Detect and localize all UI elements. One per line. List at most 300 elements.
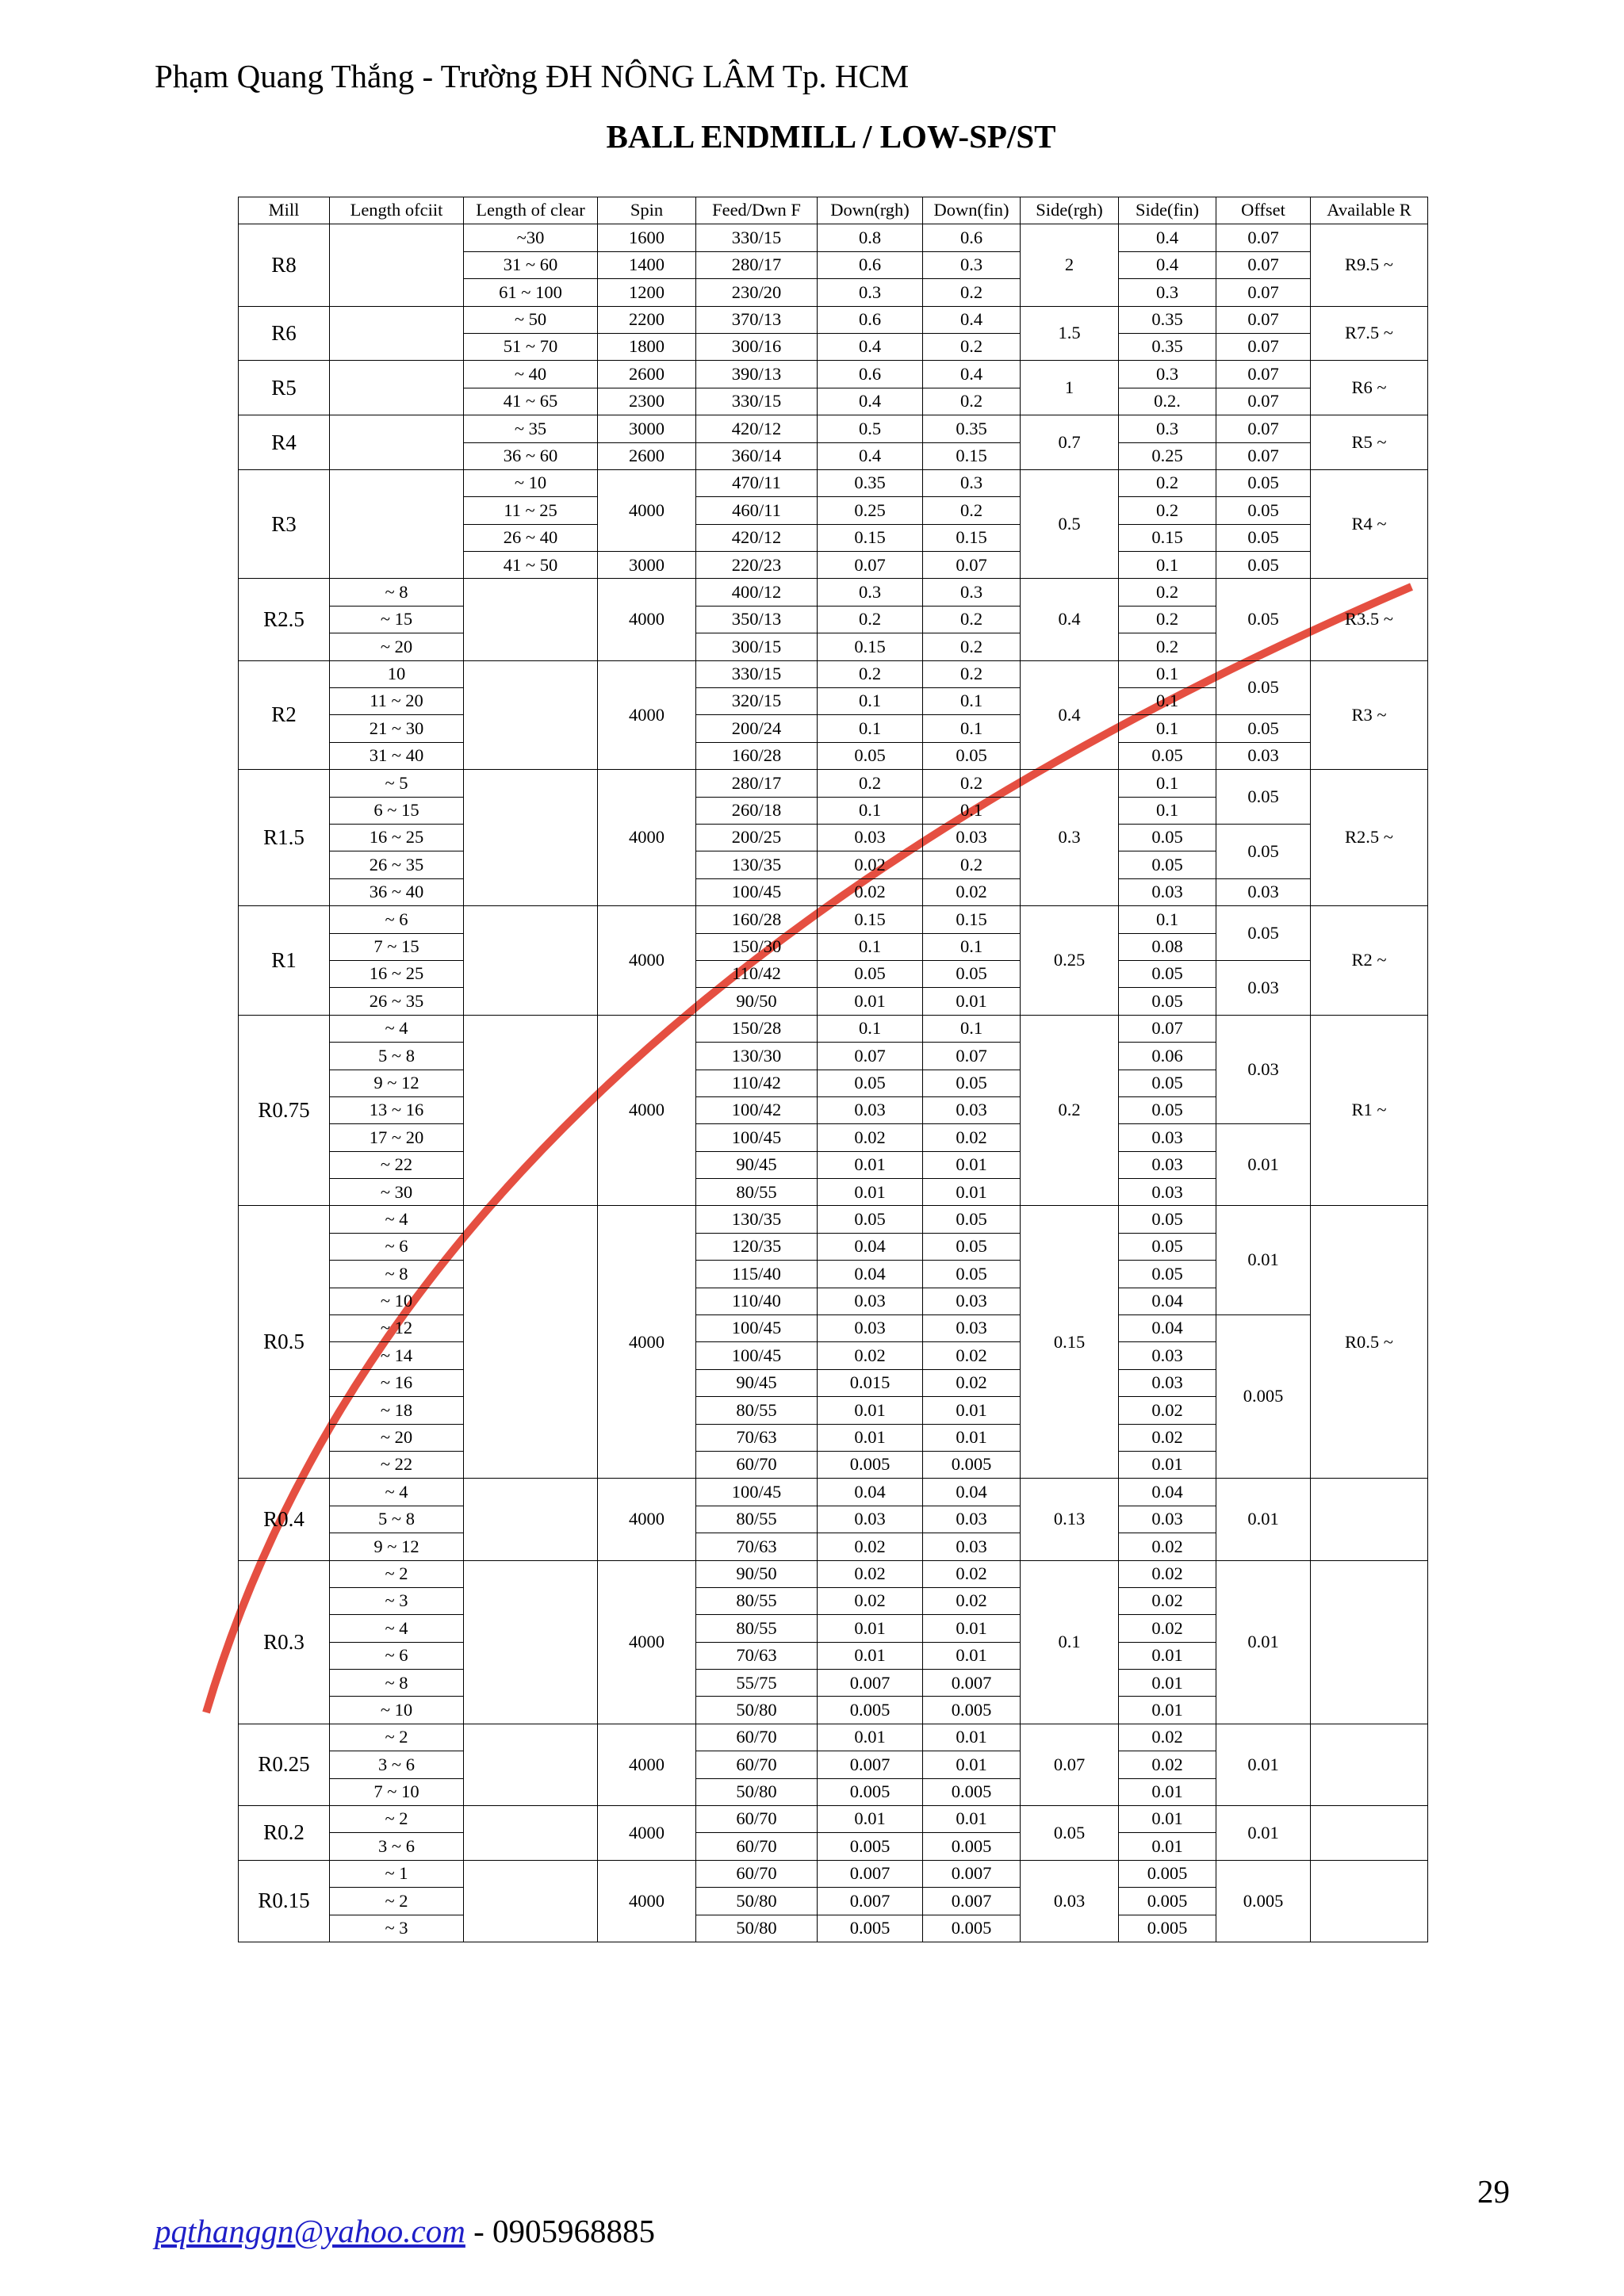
table-cell: 300/16 (696, 333, 818, 360)
table-cell: 0.005 (818, 1697, 923, 1724)
column-header: Down(rgh) (818, 197, 923, 224)
mill-cell: R0.25 (239, 1724, 330, 1805)
table-cell: 0.15 (818, 633, 923, 660)
table-cell: 0.03 (923, 1506, 1021, 1533)
table-cell: 3000 (598, 415, 696, 442)
table-row (239, 1479, 1428, 1506)
table-cell: 26 ~ 40 (464, 524, 598, 551)
table-cell (464, 1860, 598, 1942)
table-cell: 0.02 (818, 851, 923, 878)
table-cell: 115/40 (696, 1261, 818, 1288)
table-cell: 0.01 (818, 1806, 923, 1833)
footer-email-link[interactable]: pqthanggn@yahoo.com (155, 2213, 465, 2249)
table-cell: 0.04 (1119, 1315, 1216, 1342)
table-cell: 0.02 (923, 878, 1021, 905)
table-cell: R6 ~ (1311, 361, 1428, 415)
table-cell: ~ 20 (330, 1424, 464, 1451)
table-cell: ~ 6 (330, 1233, 464, 1260)
table-cell: 80/55 (696, 1506, 818, 1533)
table-cell: 0.005 (1216, 1860, 1311, 1942)
table-cell: 5 ~ 8 (330, 1043, 464, 1070)
table-cell (464, 906, 598, 1016)
table-cell: 220/23 (696, 552, 818, 579)
table-cell: 100/45 (696, 1124, 818, 1151)
mill-cell: R0.75 (239, 1015, 330, 1206)
table-cell: 0.3 (818, 579, 923, 606)
table-cell: 0.5 (1021, 469, 1119, 579)
table-cell: 0.1 (1119, 797, 1216, 824)
table-cell: 0.07 (1216, 333, 1311, 360)
table-cell: 0.02 (1119, 1424, 1216, 1451)
table-cell: 5 ~ 8 (330, 1506, 464, 1533)
table-cell: 0.05 (1216, 715, 1311, 742)
mill-cell: R3 (239, 469, 330, 579)
table-cell: ~ 10 (464, 469, 598, 496)
table-cell: 0.01 (1216, 1206, 1311, 1315)
table-cell: 2 (1021, 224, 1119, 306)
table-cell (464, 1560, 598, 1724)
table-cell: 100/45 (696, 1315, 818, 1342)
table-cell: 0.005 (923, 1697, 1021, 1724)
table-cell: 11 ~ 20 (330, 688, 464, 715)
table-cell: 420/12 (696, 415, 818, 442)
table-cell: 10 (330, 660, 464, 687)
table-cell: ~ 5 (330, 770, 464, 797)
table-cell: 0.1 (923, 797, 1021, 824)
table-cell: 80/55 (696, 1587, 818, 1614)
column-header: Length ofciit (330, 197, 464, 224)
table-cell (464, 1479, 598, 1560)
table-cell: 0.03 (923, 1096, 1021, 1123)
table-cell: 60/70 (696, 1451, 818, 1478)
table-cell: 0.25 (1021, 906, 1119, 1016)
table-cell: 150/30 (696, 933, 818, 960)
table-row (239, 660, 1428, 687)
mill-cell: R5 (239, 361, 330, 415)
table-cell: 0.01 (1119, 1642, 1216, 1669)
table-cell: 4000 (598, 660, 696, 770)
table-cell: R3.5 ~ (1311, 579, 1428, 660)
table-cell: 0.01 (923, 1179, 1021, 1206)
table-cell: 50/80 (696, 1915, 818, 1942)
table-cell: 0.2 (1119, 606, 1216, 633)
table-cell: 3000 (598, 552, 696, 579)
table-cell: 0.005 (1216, 1315, 1311, 1479)
table-cell: ~ 8 (330, 1670, 464, 1697)
table-cell: ~ 22 (330, 1451, 464, 1478)
table-cell: 0.05 (1119, 1096, 1216, 1123)
table-cell: 36 ~ 60 (464, 442, 598, 469)
table-cell: 120/35 (696, 1233, 818, 1260)
table-cell: 0.4 (1119, 224, 1216, 251)
table-cell: 0.15 (923, 442, 1021, 469)
table-cell: 130/35 (696, 1206, 818, 1233)
table-cell: 0.05 (1119, 851, 1216, 878)
table-cell: 460/11 (696, 497, 818, 524)
table-cell: 60/70 (696, 1751, 818, 1778)
table-cell: 0.005 (923, 1833, 1021, 1860)
table-cell: 0.02 (818, 1587, 923, 1614)
table-cell: 0.2 (923, 388, 1021, 415)
table-cell: 0.05 (1216, 469, 1311, 496)
mill-cell: R8 (239, 224, 330, 306)
table-cell: 0.01 (818, 1724, 923, 1751)
table-cell: 0.005 (923, 1915, 1021, 1942)
column-header: Length of clear (464, 197, 598, 224)
table-cell (464, 1806, 598, 1861)
table-cell: 0.03 (1216, 742, 1311, 769)
mill-cell: R1 (239, 906, 330, 1016)
table-cell: 0.07 (923, 1043, 1021, 1070)
table-cell (1311, 1860, 1428, 1942)
table-cell: 0.02 (923, 1342, 1021, 1369)
table-cell: 0.2 (923, 333, 1021, 360)
table-cell: 0.1 (1021, 1560, 1119, 1724)
table-cell: 0.1 (818, 797, 923, 824)
table-cell: 0.15 (1119, 524, 1216, 551)
table-cell: 21 ~ 30 (330, 715, 464, 742)
table-cell: 4000 (598, 1724, 696, 1805)
table-cell: 0.1 (818, 933, 923, 960)
table-cell: 7 ~ 10 (330, 1778, 464, 1805)
table-cell: 1600 (598, 224, 696, 251)
mill-cell: R0.5 (239, 1206, 330, 1479)
table-cell: 0.2 (923, 606, 1021, 633)
table-cell: 0.01 (1216, 1806, 1311, 1861)
table-cell: ~ 30 (330, 1179, 464, 1206)
table-cell: 0.04 (818, 1233, 923, 1260)
table-cell: 130/30 (696, 1043, 818, 1070)
table-cell: R9.5 ~ (1311, 224, 1428, 306)
table-cell: 80/55 (696, 1615, 818, 1642)
table-cell: 110/40 (696, 1288, 818, 1314)
table-cell: ~ 14 (330, 1342, 464, 1369)
table-cell: 0.1 (818, 688, 923, 715)
table-cell: ~ 3 (330, 1915, 464, 1942)
column-header: Spin (598, 197, 696, 224)
table-cell: 0.2 (923, 660, 1021, 687)
table-cell: ~ 40 (464, 361, 598, 388)
table-cell: 0.007 (818, 1860, 923, 1887)
table-cell: 1400 (598, 251, 696, 278)
table-cell: 0.35 (923, 415, 1021, 442)
table-cell: R2 ~ (1311, 906, 1428, 1016)
table-cell: 0.08 (1119, 933, 1216, 960)
table-cell: 330/15 (696, 224, 818, 251)
table-cell: 0.3 (1021, 770, 1119, 906)
table-cell (330, 415, 464, 470)
table-cell: 0.35 (1119, 333, 1216, 360)
table-row (239, 1206, 1428, 1233)
table-cell: 0.01 (1119, 1697, 1216, 1724)
table-cell: 0.007 (818, 1888, 923, 1915)
table-cell: 0.01 (1119, 1670, 1216, 1697)
table-cell: 0.04 (818, 1261, 923, 1288)
table-cell: ~ 2 (330, 1560, 464, 1587)
table-cell: 0.3 (818, 279, 923, 306)
table-cell: 1 (1021, 361, 1119, 415)
mill-cell: R0.3 (239, 1560, 330, 1724)
column-header: Available R (1311, 197, 1428, 224)
table-cell: 300/15 (696, 633, 818, 660)
table-cell: ~ 6 (330, 1642, 464, 1669)
table-cell: 0.02 (923, 1369, 1021, 1396)
table-cell (330, 306, 464, 361)
table-cell: 0.4 (1119, 251, 1216, 278)
column-header: Down(fin) (923, 197, 1021, 224)
table-cell (1311, 1806, 1428, 1861)
table-cell: 0.07 (1021, 1724, 1119, 1805)
table-cell: 0.4 (1021, 660, 1119, 770)
table-cell: 0.05 (923, 742, 1021, 769)
table-cell: 0.01 (1216, 1124, 1311, 1206)
table-cell: 0.05 (923, 1070, 1021, 1096)
table-cell: 420/12 (696, 524, 818, 551)
table-cell: 2600 (598, 361, 696, 388)
table-cell: 4000 (598, 469, 696, 551)
table-cell: 0.03 (1119, 1124, 1216, 1151)
table-cell: ~ 8 (330, 1261, 464, 1288)
table-cell: ~ 2 (330, 1724, 464, 1751)
table-cell: 0.03 (923, 824, 1021, 851)
table-cell: 200/24 (696, 715, 818, 742)
table-cell: 0.1 (1119, 906, 1216, 933)
table-cell: ~ 2 (330, 1806, 464, 1833)
table-cell: 0.4 (818, 388, 923, 415)
table-body (239, 224, 1428, 1942)
table-cell: 0.15 (818, 524, 923, 551)
table-cell: ~ 1 (330, 1860, 464, 1887)
table-cell: 0.02 (818, 1560, 923, 1587)
table-cell: 160/28 (696, 742, 818, 769)
table-cell (1311, 1560, 1428, 1724)
table-cell: 0.02 (1119, 1751, 1216, 1778)
table-cell: 0.07 (818, 552, 923, 579)
table-cell: 100/45 (696, 1342, 818, 1369)
table-cell: 0.2 (1119, 497, 1216, 524)
table-cell: 0.03 (818, 824, 923, 851)
table-cell: 0.01 (818, 1179, 923, 1206)
table-cell: 0.02 (1119, 1560, 1216, 1587)
table-cell (464, 579, 598, 660)
table-cell: 41 ~ 50 (464, 552, 598, 579)
table-row (239, 1724, 1428, 1751)
table-cell: 0.02 (818, 1124, 923, 1151)
table-cell: 0.01 (1216, 1479, 1311, 1560)
table-cell: 0.03 (818, 1288, 923, 1314)
table-cell: 400/12 (696, 579, 818, 606)
table-cell: 0.3 (1119, 361, 1216, 388)
table-cell: 51 ~ 70 (464, 333, 598, 360)
table-row (239, 906, 1428, 933)
table-cell: 0.02 (818, 878, 923, 905)
table-cell: 1200 (598, 279, 696, 306)
table-cell: 0.007 (818, 1670, 923, 1697)
table-cell: 0.1 (818, 1015, 923, 1042)
table-row (239, 1806, 1428, 1833)
table-cell: 0.02 (1119, 1615, 1216, 1642)
table-cell: 0.03 (1216, 878, 1311, 905)
table-cell: 150/28 (696, 1015, 818, 1042)
table-cell: 0.01 (923, 1397, 1021, 1424)
table-cell: 0.1 (923, 933, 1021, 960)
table-cell: 470/11 (696, 469, 818, 496)
table-cell (464, 1015, 598, 1206)
table-cell: 230/20 (696, 279, 818, 306)
table-cell: 0.007 (923, 1670, 1021, 1697)
table-row (239, 960, 1428, 987)
table-row (239, 1124, 1428, 1151)
table-cell: 0.03 (818, 1315, 923, 1342)
table-cell: 13 ~ 16 (330, 1096, 464, 1123)
table-cell: 0.03 (1119, 878, 1216, 905)
table-cell: 60/70 (696, 1724, 818, 1751)
table-cell (330, 469, 464, 579)
table-cell: 2200 (598, 306, 696, 333)
table-cell: 7 ~ 15 (330, 933, 464, 960)
table-cell: ~ 50 (464, 306, 598, 333)
table-cell: 0.03 (1216, 1015, 1311, 1124)
table-row (239, 824, 1428, 851)
table-cell: 0.07 (818, 1043, 923, 1070)
table-cell: 0.07 (1216, 442, 1311, 469)
table-cell: 0.01 (923, 1724, 1021, 1751)
table-cell: 0.05 (818, 1070, 923, 1096)
table-cell: 0.4 (923, 361, 1021, 388)
table-cell: 0.2 (1021, 1015, 1119, 1206)
table-cell: R0.5 ~ (1311, 1206, 1428, 1479)
table-cell: 280/17 (696, 251, 818, 278)
table-cell: 0.02 (1119, 1587, 1216, 1614)
table-cell: 0.25 (818, 497, 923, 524)
table-cell: 0.03 (818, 1096, 923, 1123)
table-cell: 0.2 (923, 770, 1021, 797)
table-cell: 370/13 (696, 306, 818, 333)
table-cell: 0.07 (1216, 224, 1311, 251)
table-cell: 2300 (598, 388, 696, 415)
mill-cell: R4 (239, 415, 330, 470)
mill-cell: R0.4 (239, 1479, 330, 1560)
table-cell (464, 660, 598, 770)
table-cell: 0.6 (818, 361, 923, 388)
table-cell: 60/70 (696, 1860, 818, 1887)
table-row (239, 579, 1428, 606)
table-cell: 0.01 (818, 1424, 923, 1451)
table-cell: 80/55 (696, 1397, 818, 1424)
table-cell: 0.15 (1021, 1206, 1119, 1479)
table-cell: 0.6 (818, 306, 923, 333)
column-header: Side(rgh) (1021, 197, 1119, 224)
table-cell: 0.01 (923, 1615, 1021, 1642)
table-cell: 0.03 (1119, 1506, 1216, 1533)
table-cell: 50/80 (696, 1778, 818, 1805)
table-cell: 260/18 (696, 797, 818, 824)
table-cell: 0.01 (923, 1424, 1021, 1451)
table-cell: 200/25 (696, 824, 818, 851)
table-cell: 0.2 (1119, 633, 1216, 660)
table-cell: 110/42 (696, 960, 818, 987)
table-cell: 0.01 (923, 1151, 1021, 1178)
table-cell: 0.005 (818, 1915, 923, 1942)
table-cell: 0.05 (1216, 906, 1311, 961)
table-cell: 0.02 (923, 1560, 1021, 1587)
table-cell: ~ 2 (330, 1888, 464, 1915)
table-cell: 0.2 (818, 660, 923, 687)
table-cell: 0.2 (923, 497, 1021, 524)
table-cell: R5 ~ (1311, 415, 1428, 470)
table-cell: 0.05 (1216, 824, 1311, 878)
table-cell: 0.05 (1216, 770, 1311, 825)
table-cell: 4000 (598, 1206, 696, 1479)
table-cell: 0.2 (818, 770, 923, 797)
table-cell: 0.01 (1216, 1724, 1311, 1805)
table-cell: 0.3 (923, 579, 1021, 606)
table-cell: 0.005 (1119, 1915, 1216, 1942)
table-cell: 390/13 (696, 361, 818, 388)
table-cell: 60/70 (696, 1806, 818, 1833)
table-cell: 0.03 (1119, 1369, 1216, 1396)
table-row (239, 224, 1428, 251)
table-cell: 0.8 (818, 224, 923, 251)
table-row (239, 469, 1428, 496)
table-cell: 1800 (598, 333, 696, 360)
table-cell: 0.2 (818, 606, 923, 633)
table-cell: 0.3 (923, 469, 1021, 496)
table-cell: 0.3 (1119, 279, 1216, 306)
table-cell: 0.15 (818, 906, 923, 933)
table-cell: ~ 3 (330, 1587, 464, 1614)
table-cell: ~ 10 (330, 1288, 464, 1314)
table-cell: 0.02 (923, 1124, 1021, 1151)
table-cell: 0.01 (818, 988, 923, 1015)
table-cell: 130/35 (696, 851, 818, 878)
table-cell: 330/15 (696, 388, 818, 415)
table-cell: 0.05 (923, 960, 1021, 987)
table-cell (464, 1724, 598, 1805)
table-cell: 31 ~ 60 (464, 251, 598, 278)
table-cell: 0.35 (818, 469, 923, 496)
table-cell: 330/15 (696, 660, 818, 687)
table-cell: 90/50 (696, 988, 818, 1015)
table-cell: ~ 10 (330, 1697, 464, 1724)
table-cell: 16 ~ 25 (330, 960, 464, 987)
table-cell: 0.02 (923, 1587, 1021, 1614)
table-header-row (239, 197, 1428, 224)
table-cell: ~ 4 (330, 1615, 464, 1642)
table-cell: 0.35 (1119, 306, 1216, 333)
table-cell: 0.01 (923, 1806, 1021, 1833)
table-row (239, 415, 1428, 442)
table-cell: 70/63 (696, 1642, 818, 1669)
table-cell: 0.2 (1119, 469, 1216, 496)
table-cell: 0.02 (1119, 1724, 1216, 1751)
mill-cell: R1.5 (239, 770, 330, 906)
table-cell: 0.07 (1216, 415, 1311, 442)
table-cell: 0.2. (1119, 388, 1216, 415)
table-cell: 320/15 (696, 688, 818, 715)
column-header: Side(fin) (1119, 197, 1216, 224)
table-cell: 0.05 (1119, 1233, 1216, 1260)
table-cell: 0.005 (818, 1778, 923, 1805)
table-cell: 0.02 (1119, 1533, 1216, 1560)
table-cell: ~ 20 (330, 633, 464, 660)
table-cell: 0.1 (1119, 688, 1216, 715)
table-cell: 0.1 (818, 715, 923, 742)
table-cell (1311, 1479, 1428, 1560)
table-cell: 0.05 (1119, 988, 1216, 1015)
table-cell: ~ 6 (330, 906, 464, 933)
table-cell: 70/63 (696, 1424, 818, 1451)
